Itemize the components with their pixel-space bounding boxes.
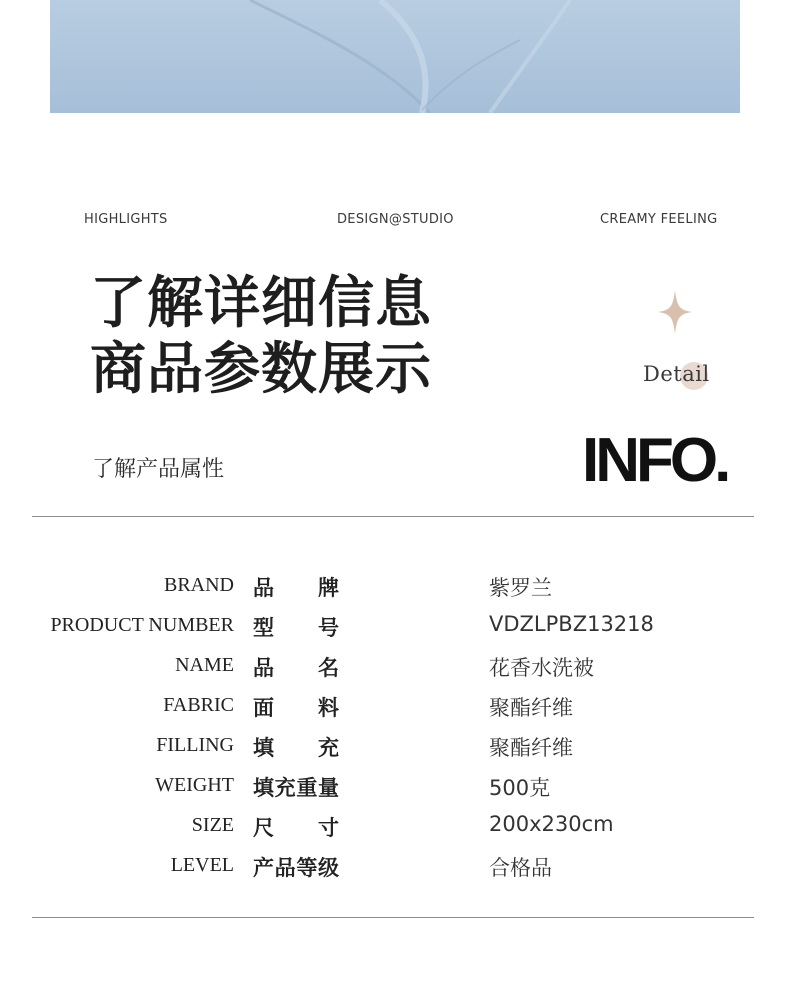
spec-en-label: BRAND [163,574,234,596]
tagline-highlights: HIGHLIGHTS [84,212,168,227]
spec-cn-label: 品 名 [253,656,339,680]
fabric-photo [50,0,740,113]
spec-value: 紫罗兰 [489,576,552,600]
spec-row-weight [0,772,790,802]
headline-line-2: 商品参数展示 [90,337,432,402]
spec-cn-label: 产品等级 [253,856,339,880]
spec-en-label: LEVEL [170,854,234,876]
spec-row-level [0,852,790,882]
spec-cn-label: 填 充 [253,736,339,760]
spec-en-label: FABRIC [163,694,234,716]
tagline-creamy-feeling: CREAMY FEELING [600,212,718,227]
spec-value: 聚酯纤维 [489,696,573,720]
spec-en-label: WEIGHT [155,774,234,796]
spec-value: 合格品 [489,856,552,880]
spec-row-size [0,812,790,842]
fabric-folds [50,0,740,113]
spec-value: 聚酯纤维 [489,736,573,760]
spec-row-fabric [0,692,790,722]
headline-line-1: 了解详细信息 [90,271,432,336]
spec-en-label: SIZE [191,814,234,836]
spec-value: 500克 [489,776,551,800]
spec-cn-label: 面 料 [253,696,339,720]
spec-row-filling [0,732,790,762]
info-label: INFO. [582,426,728,495]
spec-cn-label: 尺 寸 [253,816,339,840]
spec-cn-label: 填充重量 [253,776,339,800]
spec-value: VDZLPBZ13218 [489,612,654,636]
subheading: 了解产品属性 [92,457,225,482]
spec-cn-label: 型 号 [253,616,339,640]
spec-cn-label: 品 牌 [253,576,339,600]
spec-row-brand [0,572,790,602]
spec-value: 200x230cm [489,812,614,836]
spec-en-label: PRODUCT NUMBER [50,614,234,636]
spec-row-product-number [0,612,790,642]
detail-label: Detail [643,362,710,386]
spec-en-label: FILLING [156,734,234,756]
divider-top [32,516,754,517]
tagline-design-studio: DESIGN@STUDIO [337,212,454,227]
spec-row-name [0,652,790,682]
spec-value: 花香水洗被 [489,656,594,680]
spec-en-label: NAME [175,654,234,676]
divider-bottom [32,917,754,918]
sparkle-star-icon [658,290,692,338]
